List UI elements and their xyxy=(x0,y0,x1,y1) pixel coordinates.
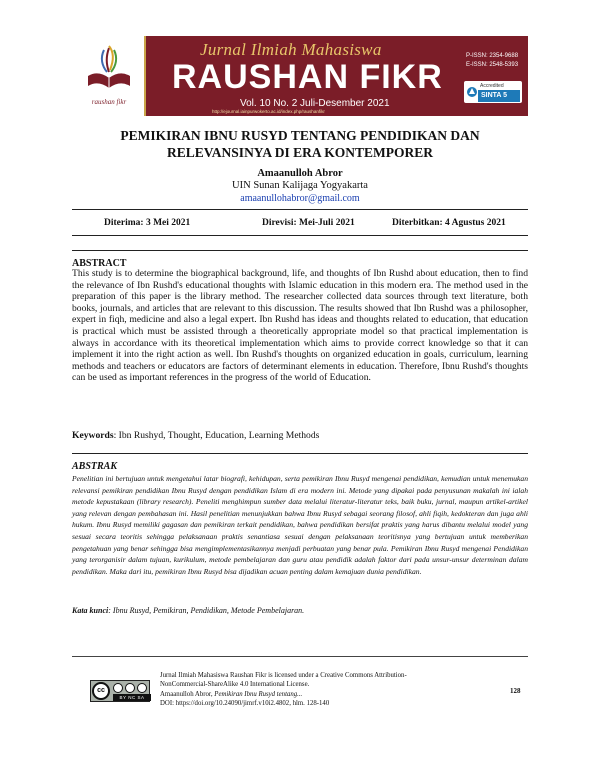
cc-terms: BY NC SA xyxy=(113,694,151,701)
journal-volume: Vol. 10 No. 2 Juli-Desember 2021 xyxy=(240,98,390,109)
date-published: Diterbitkan: 4 Agustus 2021 xyxy=(392,218,506,228)
journal-name: RAUSHAN FIKR xyxy=(172,58,443,96)
cc-license-icons xyxy=(113,683,149,693)
date-revised: Direvisi: Mei-Juli 2021 xyxy=(262,218,355,228)
logo-caption: raushan fikr xyxy=(91,98,127,106)
date-received: Diterima: 3 Mei 2021 xyxy=(104,218,191,228)
citation-author: Amaanulloh Abror, xyxy=(160,690,215,698)
keywords-en xyxy=(72,430,528,441)
sa-icon xyxy=(137,683,147,693)
article-dates xyxy=(72,209,528,236)
cc-icon: cc xyxy=(92,682,110,700)
issn-print: P-ISSN: 2354-9688 xyxy=(466,53,519,59)
issn-block xyxy=(466,52,522,70)
sinta-accreditation xyxy=(464,81,522,103)
license-text xyxy=(160,671,490,709)
divider xyxy=(72,250,528,251)
author-name: Amaanulloh Abror xyxy=(257,168,343,179)
by-icon xyxy=(113,683,123,693)
keywords-id-list: : Ibnu Rusyd, Pemikiran, Pendidikan, Metode Pembelajaran. xyxy=(108,606,305,615)
abstract-id-body: Penelitian ini bertujuan untuk mengetahui latar biografi, kehidupan, serta pemikiran Ibnu Rusyd mengenai pendidikan, kemudian untuk menemukan relevansi pemikiran pendidikan Ibnu Rusyd dengan pendidikan Islam di era modern ini. Metode yang dipakai pada penyusunan makalah ini ialah metode kepustakaan (library research). Peneliti menghimpun sumber data melalui literatur-literatur teks, baik buku, jurnal, maupun artikel-artikel yang relevan dengan pembahasan ini. Hasil penelitian menunjukkan bahwa Ibnu Rusyd sebagai seorang filosof, ahli fiqih, kedokteran dan juga ahli hukum. Ibnu Rusyd memiliki gagasan dan pemikiran terkait pendidikan, bahwa pendidikan bersifat praktis yang harus dibantu melalui model yang sesuai secara teoritis sehingga pelaksanaan praktis senantiasa sesuai dengan pelaksanaan teoritisnya yang bertujuan untuk memberikan pengetahuan yang benar sehingga bisa mengimplementasikannya menjadi perbuatan yang benar pula. Pemikiran Ibnu Rusyd mengenai Pendidikan yang terorganisir dalam tujuan, kurikulum, metode pembelajaran dan guru atau pendidik adalah faktor dari pada unsur-unsur determinan dalam pendidikan. Maka dari itu, pemikiran Ibnu Rusyd bisa dijadikan acuan penting dalam kemajuan dunia pendidikan. xyxy=(72,474,528,576)
sinta-badge: SINTA 5 xyxy=(478,90,520,102)
license-line-2: NonCommercial-ShareAlike 4.0 International License. xyxy=(160,681,310,689)
title-line-2: RELEVANSINYA DI ERA KONTEMPORER xyxy=(167,145,433,160)
author-email[interactable]: amaanullohabror@gmail.com xyxy=(240,193,360,204)
abstract-en-heading: ABSTRACT xyxy=(72,258,127,269)
keywords-id-label: Kata kunci xyxy=(72,606,109,615)
journal-subtitle: Jurnal Ilmiah Mahasiswa xyxy=(200,40,382,59)
article-title xyxy=(72,127,528,161)
keywords-id xyxy=(72,606,528,615)
abstract-id-heading: ABSTRAK xyxy=(72,461,118,472)
journal-logo xyxy=(72,36,146,116)
page-number: 128 xyxy=(510,687,521,695)
keywords-en-list: : Ibn Rushyd, Thought, Education, Learning Methods xyxy=(113,430,320,441)
creative-commons-badge[interactable] xyxy=(90,680,150,702)
doi-link[interactable]: DOI: https://doi.org/10.24090/jimrf.v10i2.4802, hlm. 128-140 xyxy=(160,700,330,708)
issn-online: E-ISSN: 2548-5393 xyxy=(466,62,519,68)
journal-url[interactable]: http://ejournal.iainpurwokerto.ac.id/index.php/raushanfikr xyxy=(212,109,325,114)
footer-divider xyxy=(72,656,528,657)
citation xyxy=(160,690,490,699)
author-affiliation: UIN Sunan Kalijaga Yogyakarta xyxy=(232,180,368,191)
nc-icon xyxy=(125,683,135,693)
journal-banner xyxy=(72,36,528,116)
book-quill-icon xyxy=(84,42,134,94)
citation-title: Pemikiran Ibnu Rusyd tentang... xyxy=(214,690,303,698)
abstract-en-body: This study is to determine the biographical background, life, and thoughts of Ibn Rushd about education, then to find the relevance of Ibn Rushd's educational thoughts with Islamic education in this modern era. The method used in the preparation of this paper is the library method. The researcher collected data sources through text literature, both books, journals, and articles that are relevant to this discussion. The results showed that Ibn Rushd was a philosopher, expert in fiqh, medicine and also a legal expert. Ibn Rushd has ideas and thoughts related to education, that education is practical which must be assisted through a theoretically appropriate model so that practical implementation is always in accordance with its theoretical implementation which aims to provide correct knowledge so that it can implement it into the right action as well. Ibn Rushd's thoughts on organized education in goals, curriculum, learning methods and teachers or educators are factors of determinant elements in education. Therefore, Ibnu Rushd's thoughts can be used as important references in the progress of the world of Education. xyxy=(72,268,528,384)
keywords-en-label: Keywords xyxy=(72,430,114,441)
accredited-label: Accredited xyxy=(480,83,504,89)
sinta-logo-icon xyxy=(466,85,478,99)
license-line-1: Jurnal Ilmiah Mahasiswa Raushan Fikr is licensed under a Creative Commons Attribution- xyxy=(160,672,407,679)
divider xyxy=(72,453,528,454)
title-line-1: PEMIKIRAN IBNU RUSYD TENTANG PENDIDIKAN DAN xyxy=(120,128,480,143)
